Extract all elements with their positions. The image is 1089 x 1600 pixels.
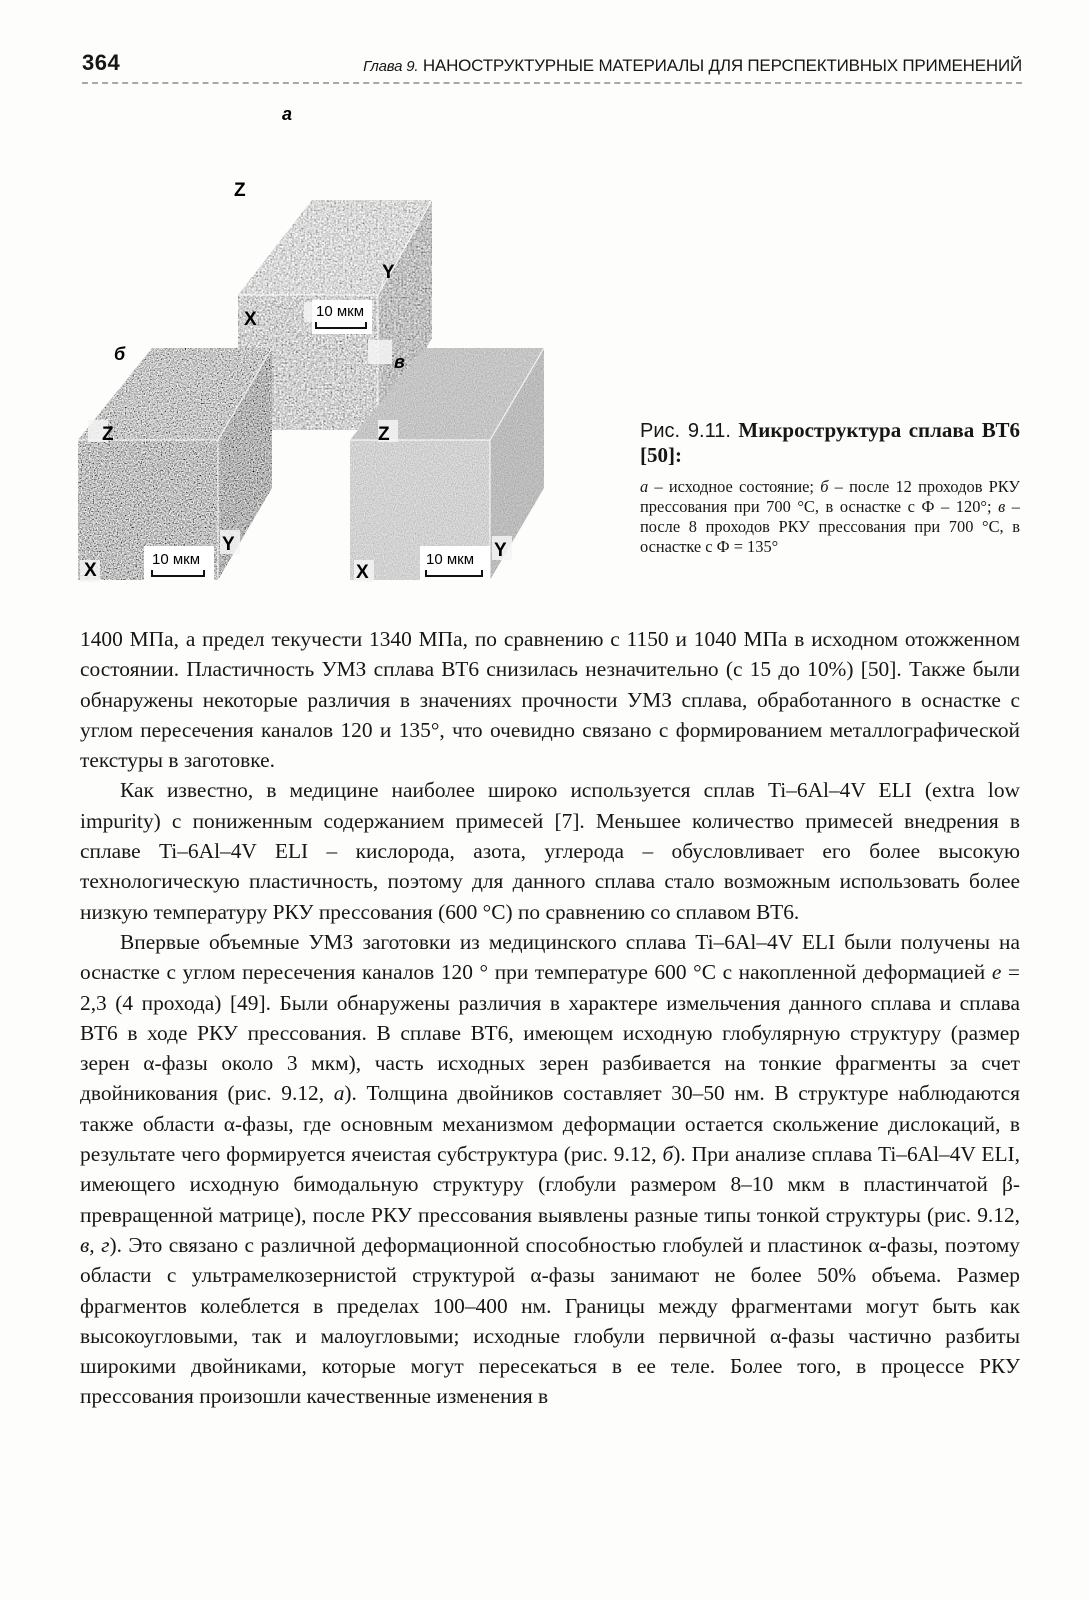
panel-letter-a: а xyxy=(282,104,293,124)
caption-description xyxy=(640,477,1020,557)
figure-ref-a: а xyxy=(333,1081,345,1106)
paragraph-3-text-3: ). Толщина двойников составляет 30–50 нм. В структуре наблюдаются также области α-фазы, где основным механизмом деформации остается скольжение дислокаций, в результате чего формируется ячеистая субструктура (рис. 9.12, xyxy=(80,1081,1020,1167)
micrograph-cubes xyxy=(60,90,660,610)
paragraph-3 xyxy=(80,927,1020,1412)
caption-title xyxy=(640,418,1020,467)
axis-label-x-a: X xyxy=(244,309,257,330)
header-rule xyxy=(82,82,1022,84)
caption-heading: Микроструктура сплава ВТ6 [50]: xyxy=(640,418,1021,467)
paragraph-1: 1400 МПа, а предел текучести 1340 МПа, по сравнению с 1150 и 1040 МПа в исходном отожженном состоянии. Пластичность УМЗ сплава ВТ6 снизилась незначительно (с 15 до 10%) [50]. Также были обнаружены некоторые различия в значениях прочности УМЗ сплава, обработанного в оснастке с углом пересечения каналов 120 и 135°, что очевидно связано с формированием металлографической текстуры в заготовке. xyxy=(80,627,1020,773)
caption-text-b: – после 12 проходов РКУ прессования при 700 °С, в оснастке с Ф – 120°; xyxy=(640,477,1020,516)
panel-letter-v: в xyxy=(394,352,405,372)
strain-symbol: e xyxy=(991,960,1002,985)
axis-label-z-a: Z xyxy=(234,180,246,201)
axis-label-x-b: X xyxy=(84,560,97,581)
running-header xyxy=(82,46,1022,86)
axis-label-x-v: X xyxy=(356,562,369,583)
paragraph-3-text-2: = 2,3 (4 прохода) [49]. Были обнаружены различия в характере измельчения данного сплава и сплава ВТ6 в ходе РКУ прессования. В сплаве ВТ6, имеющем исходную глобулярную структуру (размер зерен α-фазы около 3 мкм), часть исходных зерен разбивается на тонкие фрагменты за счет двойникования (рис. 9.12, xyxy=(80,960,1020,1106)
paragraph-3-text-5: ). Это связано с различной деформационной способностью глобулей и пластинок α-фазы, поэтому области с ультрамелкозернистой структурой α-фазы занимают не более 50% объема. Размер фрагментов колеблется в пределах 100–400 нм. Границы между фрагментами могут быть как высокоугловыми, так и малоугловыми; исходные глобули первичной α-фазы частично разбиты широкими двойниками, которые могут пересекаться в ее теле. Более того, в процессе РКУ прессования произошли качественные изменения в xyxy=(80,1232,1020,1409)
cube-panel-b xyxy=(70,340,280,585)
caption-label: Рис. 9.11. xyxy=(640,420,731,442)
figure-9-11 xyxy=(60,90,660,610)
caption-text-a: – исходное состояние; xyxy=(648,477,821,496)
paragraph-3-text-4: ). При анализе сплава Ti–6Al–4V ELI, имеющего исходную бимодальную структуру (глобули размером 8–10 мкм в пластинчатой β-превращенной матрице), после РКУ прессования выявлены разные типы тонкой структуры (рис. 9.12, xyxy=(80,1142,1020,1227)
panel-letter-b: б xyxy=(114,344,126,364)
caption-text-v: – после 8 проходов РКУ прессования при 700 °С, в оснастке с Ф = 135° xyxy=(640,497,1020,556)
paragraph-3-text-1: Впервые объемные УМЗ заготовки из медицинского сплава Ti–6Al–4V ELI были получены на оснастке с углом пересечения каналов 120 ° при температуре 600 °С с накопленной деформацией xyxy=(80,929,1020,985)
axis-label-y-v: Y xyxy=(494,540,507,561)
figure-ref-b: б xyxy=(662,1142,674,1167)
axis-label-z-b: Z xyxy=(102,424,114,445)
scale-bar-label-v: 10 мкм xyxy=(426,551,475,568)
scale-bar-label-b: 10 мкм xyxy=(152,551,201,568)
axis-label-z-v: Z xyxy=(378,424,390,445)
body-text xyxy=(80,624,1020,1412)
scale-bar-label-a: 10 мкм xyxy=(316,303,365,320)
caption-letter-a: а xyxy=(640,477,649,496)
chapter-label: Глава 9. xyxy=(363,58,419,75)
figure-ref-v-g: в, г xyxy=(80,1232,110,1257)
chapter-title: НАНОСТРУКТУРНЫЕ МАТЕРИАЛЫ ДЛЯ ПЕРСПЕКТИВНЫХ ПРИМЕНЕНИЙ xyxy=(422,56,1022,75)
paragraph-2: Как известно, в медицине наиболее широко используется сплав Ti–6Al–4V ELI (extra low impurity) с пониженным содержанием примесей [7]. Меньшее количество примесей внедрения в сплаве Ti–6Al–4V ELI – кислорода, азота, углерода – обусловливает его более высокую технологическую пластичность, поэтому для данного сплава стало возможным использовать более низкую температуру РКУ прессования (600 °С) по сравнению со сплавом ВТ6. xyxy=(80,778,1020,924)
running-title xyxy=(363,56,1022,76)
axis-label-y-b: Y xyxy=(222,534,235,555)
axis-label-y-a: Y xyxy=(382,262,395,283)
figure-caption xyxy=(640,418,1020,557)
caption-letter-v: в xyxy=(998,497,1006,516)
caption-letter-b: б xyxy=(820,477,829,496)
page-number: 364 xyxy=(82,50,121,75)
